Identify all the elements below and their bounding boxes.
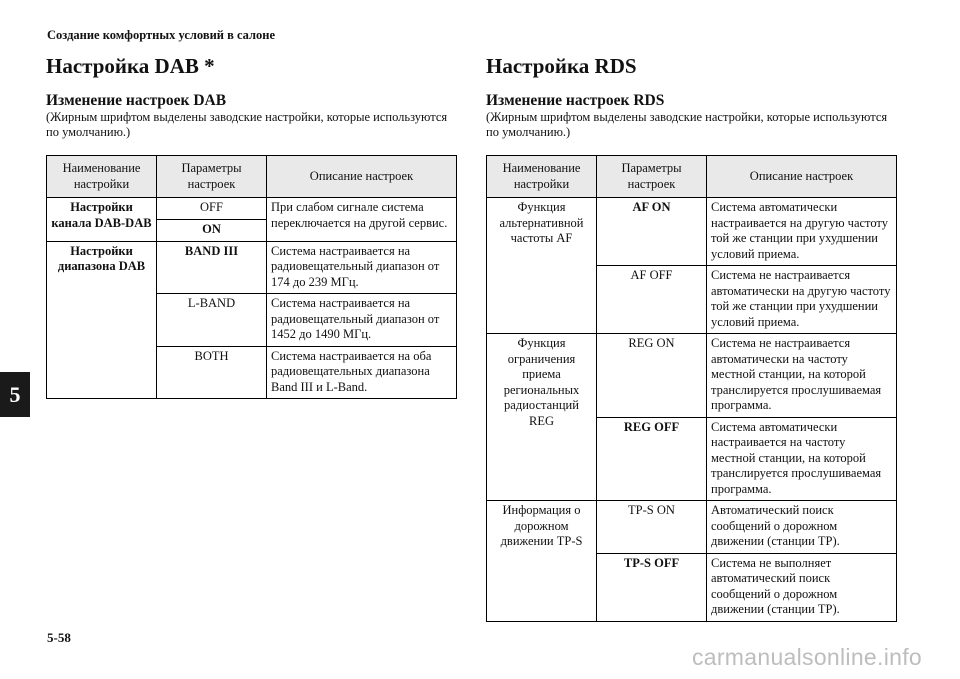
dab-title: Настройка DAB * bbox=[46, 54, 215, 78]
setting-desc: Система автоматически настраивается на частоту местной станции, на которой транслируется прослушиваемая программа. bbox=[707, 417, 897, 501]
header-description: Описание настроек bbox=[267, 156, 457, 198]
rds-section bbox=[486, 52, 896, 622]
setting-desc: Автоматический поиск сообщений о дорожном движении (станции TP). bbox=[707, 501, 897, 554]
setting-param: OFF bbox=[157, 198, 267, 220]
table-row bbox=[487, 501, 897, 554]
rds-subtitle: Изменение настроек RDS bbox=[486, 92, 665, 109]
setting-param: ON bbox=[157, 219, 267, 241]
chapter-tab: 5 bbox=[0, 372, 30, 417]
setting-desc: Система автоматически настраивается на другую частоту той же станции при ухудшении условий приема. bbox=[707, 198, 897, 266]
setting-name: Функция ограничения приема региональных радиостанций REG bbox=[487, 334, 597, 501]
setting-param: AF OFF bbox=[597, 266, 707, 334]
setting-name: Настройки канала DAB-DAB bbox=[47, 198, 157, 242]
table-header-row bbox=[47, 156, 457, 198]
dab-note: (Жирным шрифтом выделены заводские настройки, которые используются по умолчанию.) bbox=[46, 110, 448, 139]
running-header: Создание комфортных условий в салоне bbox=[47, 28, 276, 42]
header-params: Параметры настроек bbox=[597, 156, 707, 198]
setting-desc: Система настраивается на радиовещательный диапазон от 174 до 239 МГц. bbox=[267, 241, 457, 294]
setting-param: TP-S ON bbox=[597, 501, 707, 554]
setting-param: BAND III bbox=[157, 241, 267, 294]
dab-subtitle: Изменение настроек DAB bbox=[46, 92, 227, 109]
setting-param: BOTH bbox=[157, 346, 267, 399]
page-number: 5-58 bbox=[47, 630, 71, 645]
rds-table bbox=[486, 155, 897, 622]
watermark: carmanualsonline.info bbox=[691, 644, 922, 670]
setting-name: Настройки диапазона DAB bbox=[47, 241, 157, 399]
table-row bbox=[47, 198, 457, 220]
setting-param: REG ON bbox=[597, 334, 707, 418]
setting-desc: При слабом сигнале система переключается на другой сервис. bbox=[267, 198, 457, 242]
setting-param: REG OFF bbox=[597, 417, 707, 501]
setting-desc: Система настраивается на радиовещательный диапазон от 1452 до 1490 МГц. bbox=[267, 294, 457, 347]
table-row bbox=[47, 241, 457, 294]
header-name: Наименование настройки bbox=[47, 156, 157, 198]
setting-name: Информация о дорожном движении TP-S bbox=[487, 501, 597, 622]
header-params: Параметры настроек bbox=[157, 156, 267, 198]
setting-param: TP-S OFF bbox=[597, 553, 707, 621]
dab-table bbox=[46, 155, 457, 399]
setting-desc: Система настраивается на оба радиовещательных диапазона Band III и L-Band. bbox=[267, 346, 457, 399]
header-description: Описание настроек bbox=[707, 156, 897, 198]
header-name: Наименование настройки bbox=[487, 156, 597, 198]
setting-desc: Система не настраивается автоматически на другую частоту той же станции при ухудшении условий приема. bbox=[707, 266, 897, 334]
rds-note: (Жирным шрифтом выделены заводские настройки, которые используются по умолчанию.) bbox=[486, 110, 888, 139]
dab-section bbox=[46, 52, 456, 399]
setting-param: AF ON bbox=[597, 198, 707, 266]
table-row bbox=[487, 334, 897, 418]
rds-title: Настройка RDS bbox=[486, 54, 637, 78]
setting-name: Функция альтернативной частоты AF bbox=[487, 198, 597, 334]
setting-desc: Система не выполняет автоматический поиск сообщений о дорожном движении (станции TP). bbox=[707, 553, 897, 621]
setting-param: L-BAND bbox=[157, 294, 267, 347]
table-row bbox=[487, 198, 897, 266]
setting-desc: Система не настраивается автоматически на частоту местной станции, на которой транслируется прослушиваемая программа. bbox=[707, 334, 897, 418]
table-header-row bbox=[487, 156, 897, 198]
